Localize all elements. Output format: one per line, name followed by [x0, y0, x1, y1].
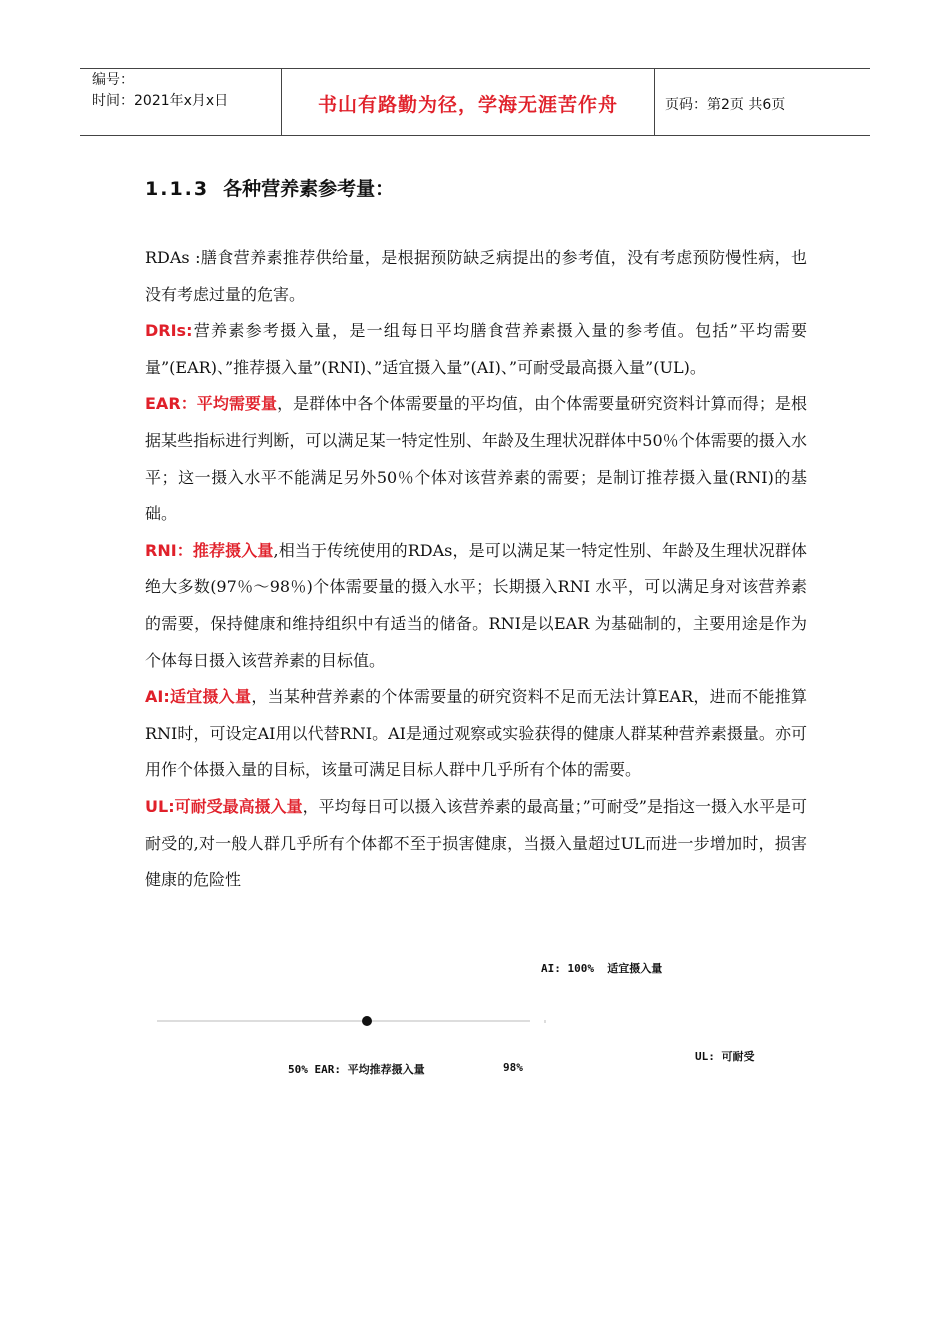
paragraph-term: DRIs: [145, 321, 193, 341]
header-date: 时间：2021年x月x日 [92, 93, 229, 109]
paragraph-term: AI:适宜摄入量 [145, 687, 252, 707]
paragraph-term: RNI：推荐摄入量 [145, 540, 274, 560]
paragraph-text: ，平均每日可以摄入该营养素的最高量；”可耐受”是指这一摄入水平是可耐受的,对一般人群几乎所有个体都不至于损害健康，当摄入量超过UL而进一步增加时，损害健康的危险性 [145, 796, 807, 890]
paragraph-text: 营养素参考摄入量，是一组每日平均膳食营养素摄入量的参考值。包括”平均需要量”(EAR)、”推荐摄入量”(RNI)、”适宜摄入量”(AI)、”可耐受最高摄入量”(UL)。 [145, 321, 807, 377]
paragraph-text: RDAs :膳食营养素推荐供给量，是根据预防缺乏病提出的参考值，没有考虑预防慢性病，也没有考虑过量的危害。 [145, 248, 807, 304]
ul-label: UL: 可耐受 [695, 1050, 755, 1063]
section-title: 各种营养素参考量： [223, 178, 395, 200]
ear-label: 50% EAR: 平均推荐摄入量 [288, 1063, 425, 1076]
paragraph-text: ，是群体中各个体需要量的平均值，由个体需要量研究资料计算而得；是根据某些指标进行判断，可以满足某一特定性别、年龄及生理状况群体中50％个体需要的摄入水平；这一摄入水平不能满足另外50％个体对该营养素的需要；是制订推荐摄入量(RNI)的基础。 [145, 394, 807, 524]
ear-marker [362, 1016, 372, 1026]
paragraph-text: ,相当于传统使用的RDAs，是可以满足某一特定性别、年龄及生理状况群体绝大多数(97％～98％)个体需要量的摄入水平；长期摄入RNI 水平，可以满足身对该营养素的需要，保持健康和维持组织中有适当的储备。RNI是以EAR 为基础制的，主要用途是作为个体每日摄入该营养素的目标值。 [145, 540, 807, 670]
header-number-label: 编号： [92, 72, 134, 88]
header-motto: 书山有路勤为径，学海无涯苦作舟 [317, 94, 618, 116]
ai-label: AI: 100% 适宜摄入量 [541, 962, 663, 975]
section-number: 1.1.3 [145, 178, 210, 200]
paragraph-term: EAR：平均需要量 [145, 394, 278, 414]
paragraph-text: ，当某种营养素的个体需要量的研究资料不足而无法计算EAR，进而不能推算RNI时，可设定AI用以代替RNI。AI是通过观察或实验获得的健康人群某种营养素摄量。亦可用作个体摄入量的目标，该量可满足目标人群中几乎所有个体的需要。 [145, 687, 807, 780]
rni-label: 98% [503, 1061, 523, 1074]
header-page-info: 页码：第2页 共6页 [665, 97, 786, 113]
paragraph-term: UL:可耐受最高摄入量 [145, 796, 303, 816]
